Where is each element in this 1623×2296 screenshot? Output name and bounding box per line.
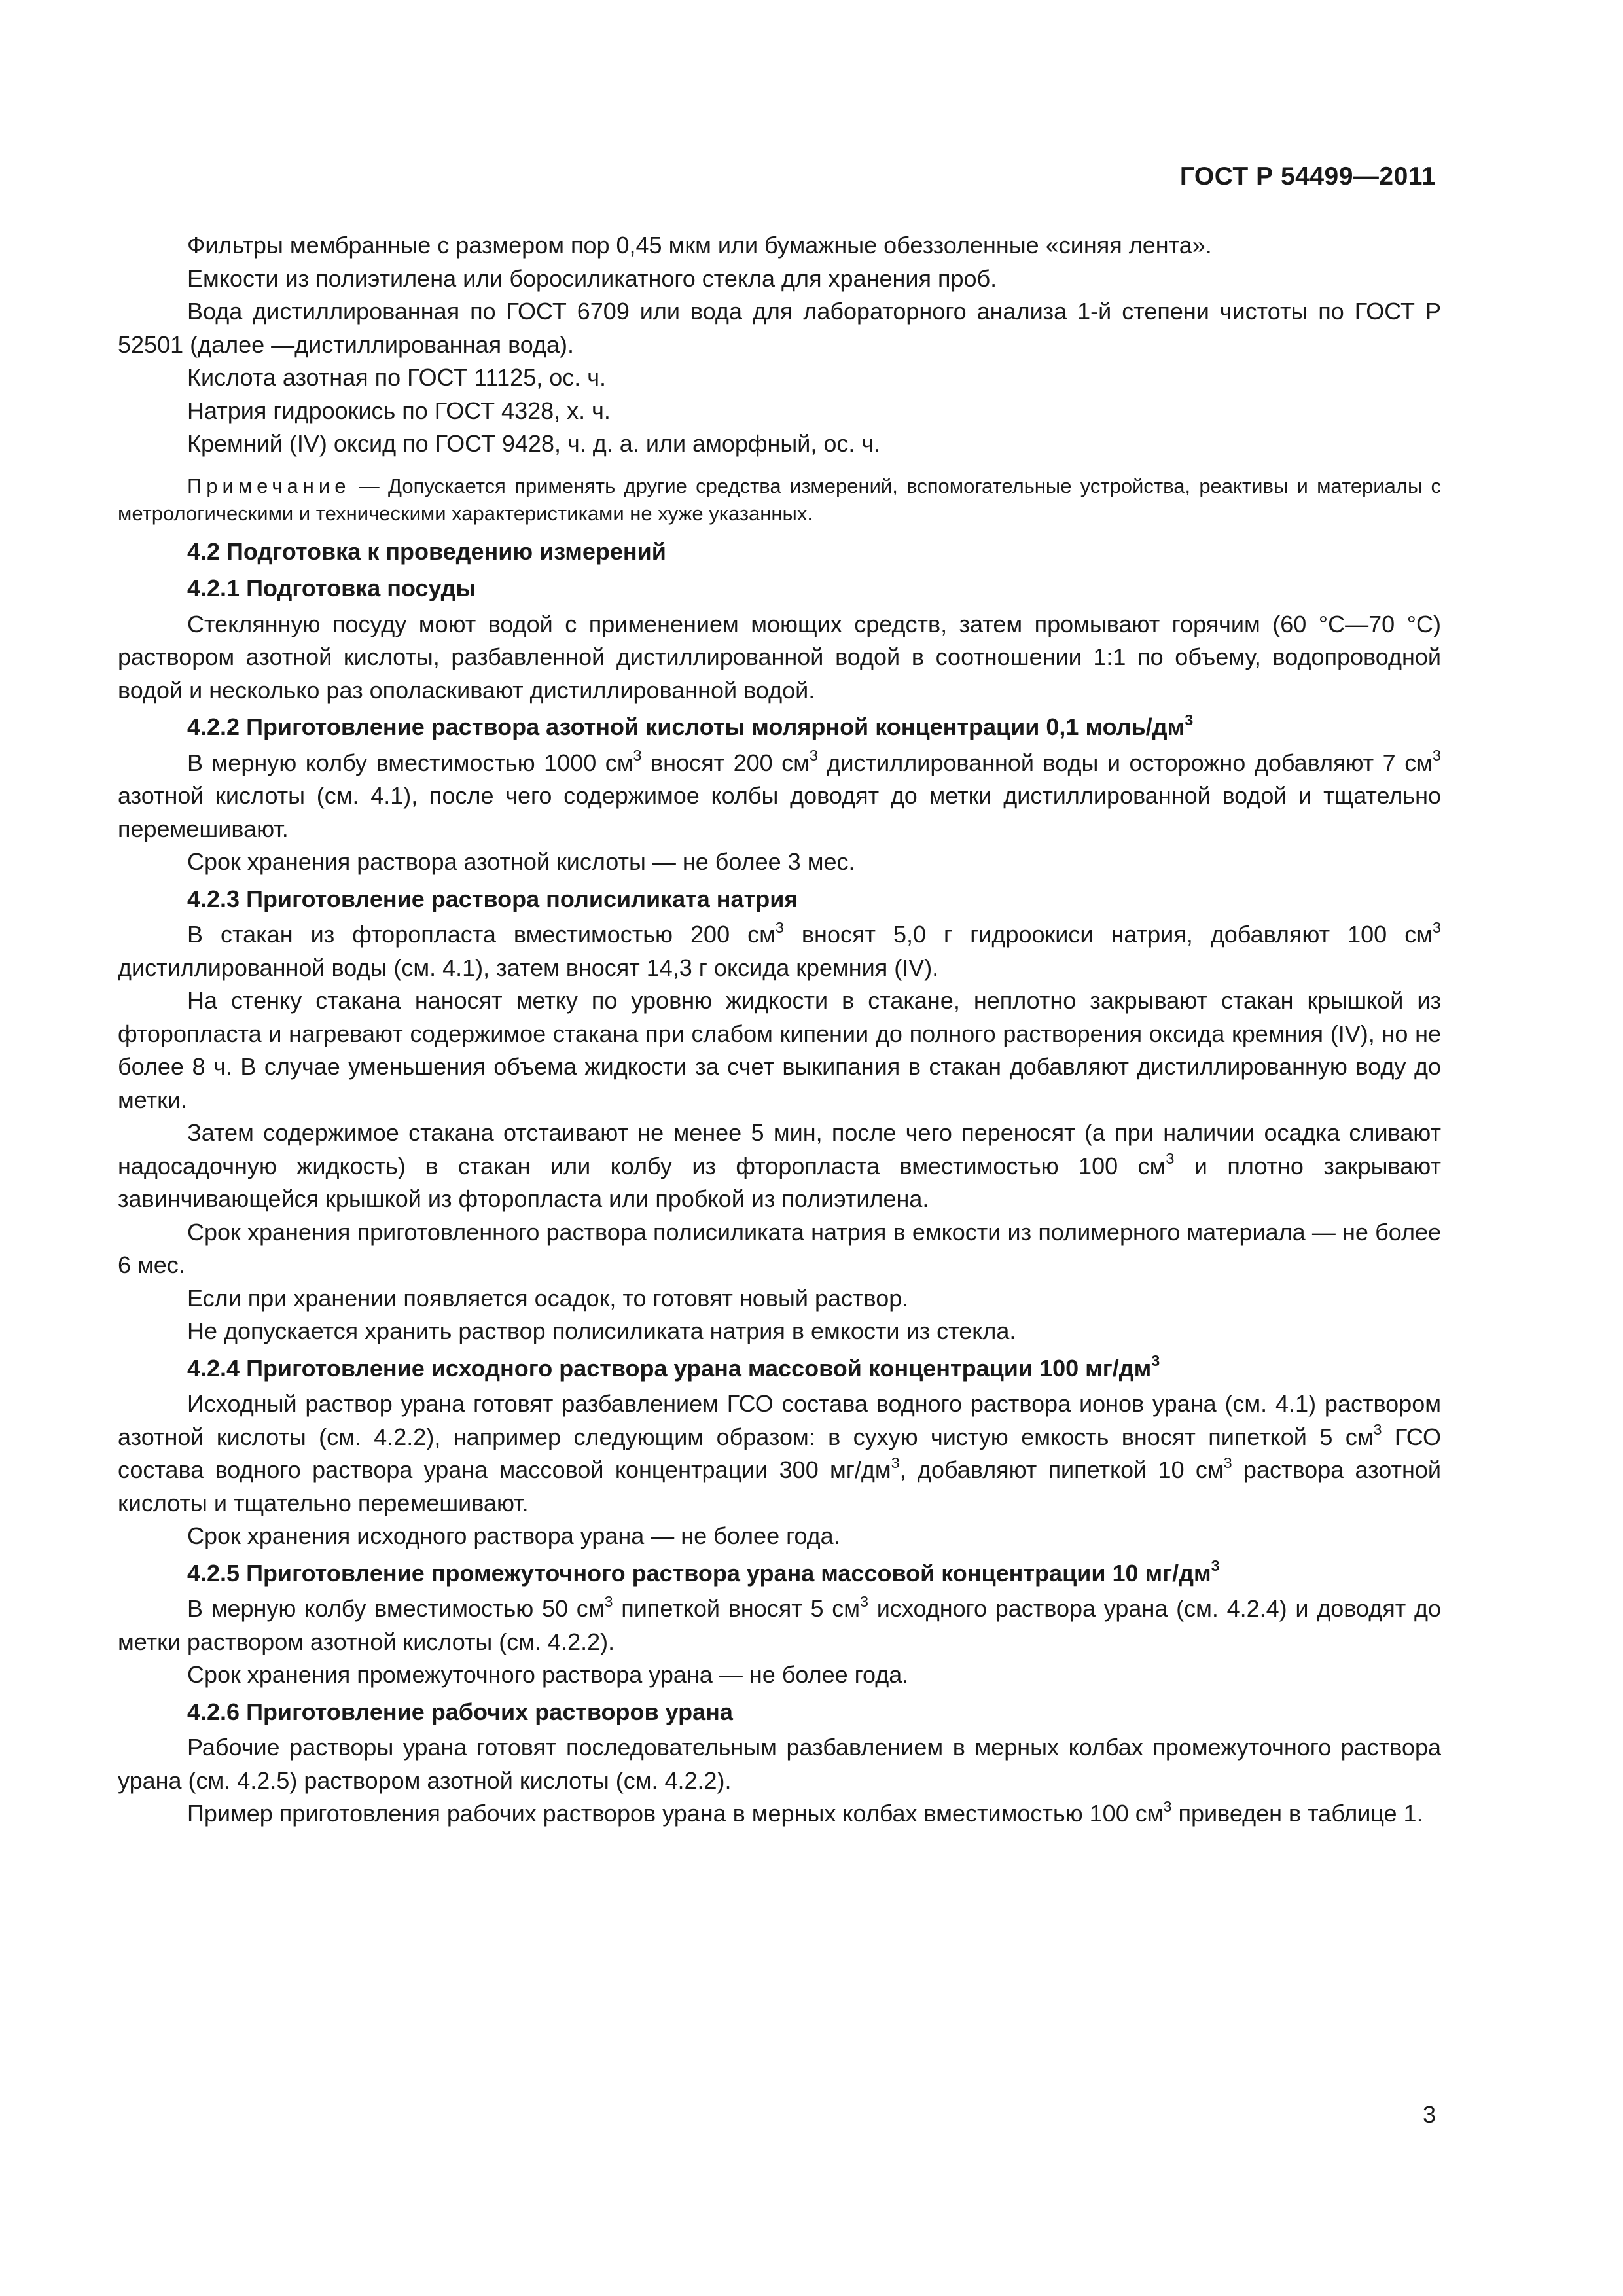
section-4-2-4-paragraph-2: Срок хранения исходного раствора урана — не более года. <box>187 1522 840 1549</box>
text-run: азотной кислоты (см. 4.1), после чего содержимое колбы доводят до метки дистиллированной водой и тщательно перемешивают. <box>118 782 1441 842</box>
section-4-2-heading: 4.2 Подготовка к проведению измерений <box>187 537 666 565</box>
section-4-2-1-heading: 4.2.1 Подготовка посуды <box>187 575 476 601</box>
note <box>118 473 1441 528</box>
document-body <box>118 229 1441 1831</box>
text-run: , добавляют пипеткой 10 см <box>899 1456 1224 1483</box>
section-4-2-2-title: 4.2.2 Приготовление раствора азотной кислоты молярной концентрации 0,1 моль/дм <box>187 713 1185 740</box>
paragraph-silicon-oxide: Кремний (IV) оксид по ГОСТ 9428, ч. д. а. или аморфный, ос. ч. <box>187 430 881 457</box>
section-4-2-6-paragraph-1: Рабочие растворы урана готовят последовательным разбавлением в мерных колбах промежуточного раствора урана (см. 4.2.5) раствором азотной кислоты (см. 4.2.2). <box>118 1734 1441 1794</box>
section-4-2-5-paragraph-1 <box>118 1592 1441 1659</box>
text-run: вносят 5,0 г гидроокиси натрия, добавляют 100 см <box>783 921 1433 948</box>
section-4-2-5-paragraph-2: Срок хранения промежуточного раствора урана — не более года. <box>187 1661 909 1688</box>
section-4-2-2-paragraph-1 <box>118 747 1441 846</box>
note-label: Примечание <box>187 474 351 497</box>
text-run: и плотно закрывают завинчивающейся крышкой из фторопласта или пробкой из полиэтилена. <box>118 1152 1441 1212</box>
superscript: 3 <box>775 918 784 936</box>
section-4-2-4-title: 4.2.4 Приготовление исходного раствора урана массовой концентрации 100 мг/дм <box>187 1354 1152 1382</box>
section-4-2-3-paragraph-6: Не допускается хранить раствор полисиликата натрия в емкости из стекла. <box>187 1318 1016 1344</box>
superscript: 3 <box>1151 1352 1160 1370</box>
section-4-2-2-paragraph-2: Срок хранения раствора азотной кислоты — не более 3 мес. <box>187 848 855 875</box>
section-4-2-3-heading: 4.2.3 Приготовление раствора полисиликата натрия <box>187 885 798 912</box>
section-4-2-6-paragraph-2 <box>118 1797 1441 1831</box>
superscript: 3 <box>1166 1150 1175 1168</box>
superscript: 3 <box>1433 918 1442 936</box>
text-run: В мерную колбу вместимостью 50 см <box>187 1595 605 1622</box>
paragraph-filters: Фильтры мембранные с размером пор 0,45 мкм или бумажные обеззоленные «синяя лента». <box>187 232 1212 259</box>
page-number: 3 <box>1422 2101 1436 2128</box>
paragraph-sodium-hydroxide: Натрия гидроокись по ГОСТ 4328, х. ч. <box>187 397 611 424</box>
section-4-2-3-paragraph-2: На стенку стакана наносят метку по уровню жидкости в стакане, неплотно закрывают стакан крышкой из фторопласта и нагревают содержимое стакана при слабом кипении до полного растворения оксида кремния (IV), но не более 8 ч. В случае уменьшения объема жидкости за счет выкипания в стакан добавляют дистиллированную воду до метки. <box>118 987 1441 1113</box>
section-4-2-5-title: 4.2.5 Приготовление промежуточного раствора урана массовой концентрации 10 мг/дм <box>187 1559 1211 1587</box>
superscript: 3 <box>809 747 818 764</box>
text-run: дистиллированной воды и осторожно добавляют 7 см <box>817 749 1433 776</box>
superscript: 3 <box>860 1592 869 1610</box>
paragraph-containers: Емкости из полиэтилена или боросиликатного стекла для хранения проб. <box>187 264 997 292</box>
superscript: 3 <box>1185 711 1194 728</box>
section-4-2-6-heading: 4.2.6 Приготовление рабочих растворов урана <box>187 1698 733 1725</box>
superscript: 3 <box>1432 747 1441 764</box>
section-4-2-4-paragraph-1 <box>118 1388 1441 1520</box>
section-4-2-1-paragraph: Стеклянную посуду моют водой с применением моющих средств, затем промывают горячим (60 °С—70 °С) раствором азотной кислоты, разбавленной дистиллированной водой в соотношении 1:1 по объему, водопроводной водой и несколько раз ополаскивают дистиллированной водой. <box>118 610 1441 704</box>
text-run: вносят 200 см <box>641 749 810 776</box>
text-run: исходного раствора урана (см. 4.2.4) и доводят до метки раствором азотной кислоты (см. 4.2.2). <box>118 1595 1441 1655</box>
section-4-2-2-heading <box>118 711 1441 744</box>
text-run: Затем содержимое стакана отстаивают не менее 5 мин, после чего переносят (а при наличии осадка сливают надосадочную жидкость) в стакан или колбу из фторопласта вместимостью 100 см <box>118 1119 1441 1179</box>
section-4-2-4-heading <box>118 1352 1441 1386</box>
superscript: 3 <box>1373 1421 1382 1439</box>
text-run: пипеткой вносят 5 см <box>613 1595 861 1622</box>
text-run: дистиллированной воды (см. 4.1), затем вносят 14,3 г оксида кремния (IV). <box>118 954 939 981</box>
superscript: 3 <box>1211 1557 1220 1575</box>
text-run: В мерную колбу вместимостью 1000 см <box>187 749 633 776</box>
superscript: 3 <box>1163 1797 1172 1815</box>
paragraph-nitric-acid: Кислота азотная по ГОСТ 11125, ос. ч. <box>187 364 607 391</box>
section-4-2-3-paragraph-5: Если при хранении появляется осадок, то готовят новый раствор. <box>187 1284 909 1312</box>
text-run: В стакан из фторопласта вместимостью 200 см <box>187 921 776 948</box>
text-run: приведен в таблице 1. <box>1171 1800 1423 1827</box>
superscript: 3 <box>1223 1454 1232 1471</box>
paragraph-water: Вода дистиллированная по ГОСТ 6709 или вода для лабораторного анализа 1-й степени чистоты по ГОСТ Р 52501 (далее —дистиллированная вода). <box>118 298 1441 358</box>
document-code-header: ГОСТ Р 54499—2011 <box>1179 162 1436 190</box>
section-4-2-5-heading <box>118 1557 1441 1590</box>
text-run: раствора азотной кислоты и тщательно перемешивают. <box>118 1456 1441 1516</box>
note-text: — Допускается применять другие средства измерений, вспомогательные устройства, реактивы и материалы с метрологическими и техническими характеристиками не хуже указанных. <box>118 474 1441 525</box>
section-4-2-3-paragraph-3 <box>118 1117 1441 1216</box>
text-run: Исходный раствор урана готовят разбавлением ГСО состава водного раствора ионов урана (см. 4.1) раствором азотной кислоты (см. 4.2.2), например следующим образом: в сухую чистую емкость вносят пипеткой 5 см <box>118 1390 1441 1450</box>
text-run: Пример приготовления рабочих растворов урана в мерных колбах вместимостью 100 см <box>187 1800 1164 1827</box>
text-run: ГСО состава водного раствора урана массовой концентрации 300 мг/дм <box>118 1423 1442 1483</box>
section-4-2-3-paragraph-4: Срок хранения приготовленного раствора полисиликата натрия в емкости из полимерного материала — не более 6 мес. <box>118 1218 1441 1278</box>
superscript: 3 <box>604 1592 613 1610</box>
superscript: 3 <box>633 747 642 764</box>
section-4-2-3-paragraph-1 <box>118 918 1441 984</box>
superscript: 3 <box>891 1454 900 1471</box>
